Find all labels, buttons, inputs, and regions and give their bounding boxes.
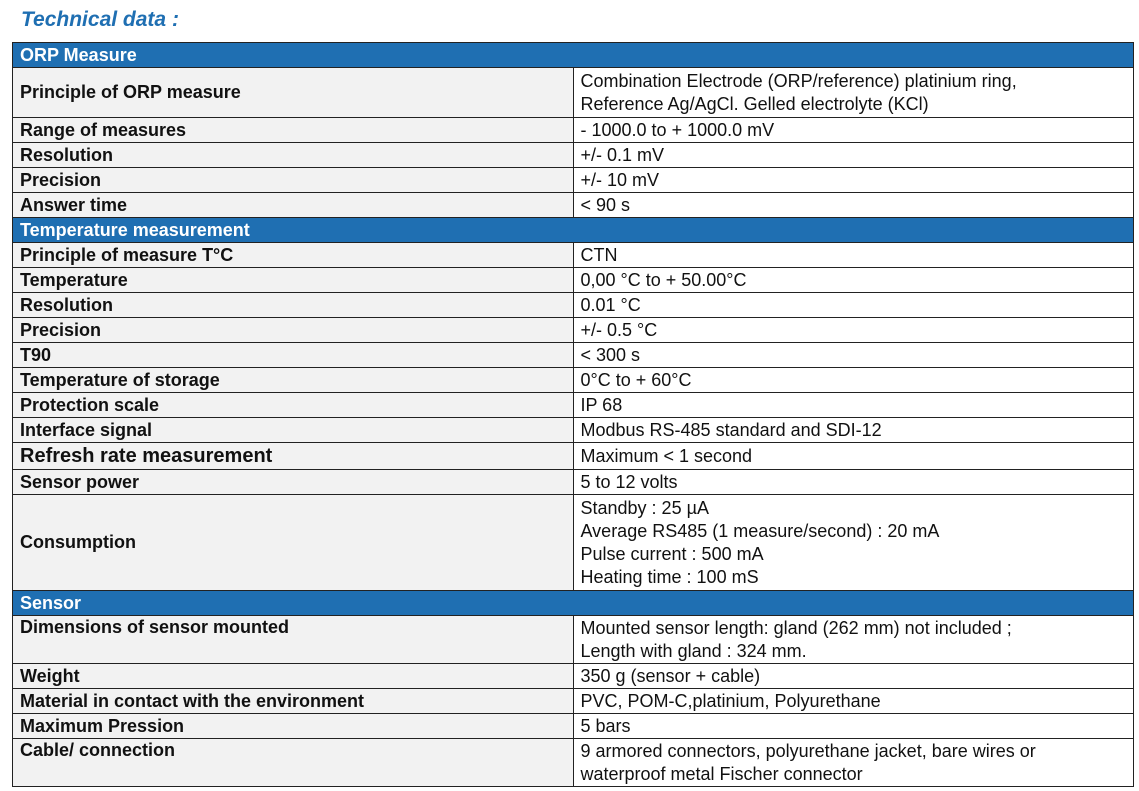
value-line: Pulse current : 500 mA [580, 543, 764, 564]
row-label: Temperature [13, 268, 574, 293]
row-value: 0.01 °C [573, 293, 1134, 318]
row-label: Cable/ connection [13, 739, 574, 787]
table-row [13, 268, 1134, 293]
table-row [13, 443, 1134, 470]
table-row [13, 343, 1134, 368]
row-value [573, 739, 1134, 787]
value-line: Length with gland : 324 mm. [580, 640, 807, 661]
table-row [13, 168, 1134, 193]
row-label: Sensor power [13, 470, 574, 495]
section-title: ORP Measure [13, 43, 1134, 68]
row-value: 5 bars [573, 714, 1134, 739]
table-row [13, 393, 1134, 418]
row-value: 0°C to + 60°C [573, 368, 1134, 393]
section-title: Temperature measurement [13, 218, 1134, 243]
table-row [13, 368, 1134, 393]
table-row [13, 495, 1134, 591]
table-row [13, 739, 1134, 787]
row-label: Principle of measure T°C [13, 243, 574, 268]
row-label: Principle of ORP measure [13, 68, 574, 118]
value-line: 9 armored connectors, polyurethane jacket, bare wires or [580, 740, 1036, 761]
row-label: Protection scale [13, 393, 574, 418]
row-value: IP 68 [573, 393, 1134, 418]
value-line: Standby : 25 µA [580, 497, 709, 518]
value-line: waterproof metal Fischer connector [580, 763, 863, 784]
technical-data-table [12, 42, 1134, 787]
row-label: Refresh rate measurement [13, 443, 574, 470]
table-row [13, 418, 1134, 443]
section-header-orp [13, 43, 1134, 68]
row-label: Interface signal [13, 418, 574, 443]
row-value: Modbus RS-485 standard and SDI-12 [573, 418, 1134, 443]
value-line: Heating time : 100 mS [580, 566, 759, 587]
value-line: Combination Electrode (ORP/reference) platinium ring, [580, 70, 1017, 91]
row-label: Consumption [13, 495, 574, 591]
table-row [13, 689, 1134, 714]
row-value [573, 495, 1134, 591]
row-value: Maximum < 1 second [573, 443, 1134, 470]
value-line: Reference Ag/AgCl. Gelled electrolyte (KCl) [580, 93, 929, 114]
row-value: 5 to 12 volts [573, 470, 1134, 495]
row-label: T90 [13, 343, 574, 368]
table-row [13, 318, 1134, 343]
table-row [13, 470, 1134, 495]
section-header-sensor [13, 591, 1134, 616]
row-value [573, 616, 1134, 664]
row-value: +/- 10 mV [573, 168, 1134, 193]
row-value: < 90 s [573, 193, 1134, 218]
row-label: Resolution [13, 293, 574, 318]
value-line: Average RS485 (1 measure/second) : 20 mA [580, 520, 940, 541]
row-value: PVC, POM-C,platinium, Polyurethane [573, 689, 1134, 714]
table-row [13, 293, 1134, 318]
table-row [13, 616, 1134, 664]
row-value [573, 68, 1134, 118]
section-title: Sensor [13, 591, 1134, 616]
row-value: +/- 0.5 °C [573, 318, 1134, 343]
row-label: Answer time [13, 193, 574, 218]
row-label: Weight [13, 664, 574, 689]
section-header-temperature [13, 218, 1134, 243]
table-row [13, 193, 1134, 218]
table-row [13, 714, 1134, 739]
row-label: Resolution [13, 143, 574, 168]
value-line: Mounted sensor length: gland (262 mm) not included ; [580, 617, 1012, 638]
table-row [13, 243, 1134, 268]
table-row [13, 664, 1134, 689]
row-value: CTN [573, 243, 1134, 268]
row-label: Maximum Pression [13, 714, 574, 739]
row-value: 350 g (sensor + cable) [573, 664, 1134, 689]
row-value: < 300 s [573, 343, 1134, 368]
row-label: Precision [13, 168, 574, 193]
row-value: - 1000.0 to + 1000.0 mV [573, 118, 1134, 143]
row-label: Range of measures [13, 118, 574, 143]
row-value: +/- 0.1 mV [573, 143, 1134, 168]
table-row [13, 118, 1134, 143]
page-title: Technical data : [21, 8, 179, 31]
row-value: 0,00 °C to + 50.00°C [573, 268, 1134, 293]
row-label: Precision [13, 318, 574, 343]
row-label: Material in contact with the environment [13, 689, 574, 714]
row-label: Temperature of storage [13, 368, 574, 393]
table-row [13, 68, 1134, 118]
table-row [13, 143, 1134, 168]
row-label: Dimensions of sensor mounted [13, 616, 574, 664]
